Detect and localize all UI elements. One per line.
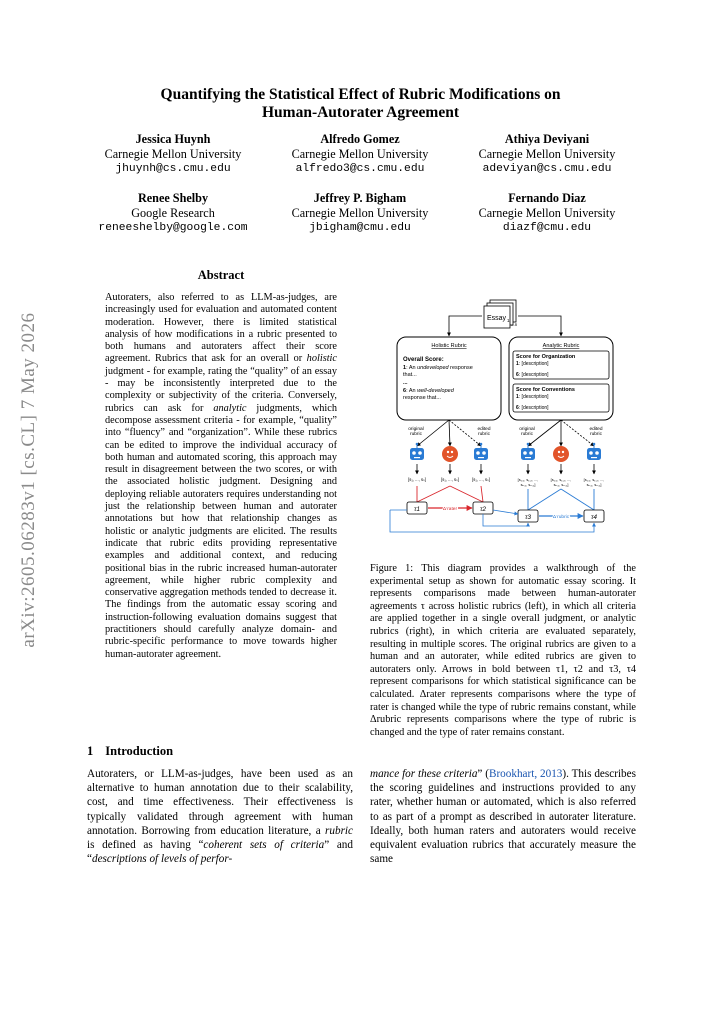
author-2 <box>267 132 453 177</box>
edited-rubric-label-left: edited rubric <box>477 427 491 437</box>
svg-text:τ2: τ2 <box>479 506 487 513</box>
arxiv-watermark <box>14 300 44 660</box>
score-list: [s₁, ..., sₙ] <box>441 477 459 482</box>
robot-icon <box>587 443 601 460</box>
author-3 <box>454 132 640 177</box>
abstract-text: judgments, which decompose assessment criteria - for example, “quality” into “fluency” and “organization”. While these rubrics can be edited to improve the individual accuracy of both human and automated scoring, this approach may result in disagreement between the two scores, or with the associated holistic judgment. Designing and deploying reliable autoraters requires understanding not just the relationship between human and autorater annotations but how that relationship changes as holistic or analytic judgments are elicited. The results indicate that rubric edits providing representative examples and additional context, and reducing positional bias in the rubric increased human-autorater agreement, while higher rubric complexity and conservative aggregation methods tended to decrease it. The findings from the automatic essay scoring and instruction-following evaluation domains suggest that practitioners should carefully analyze domain- and rubric-specific performance to move towards higher human-autorater agreement. <box>105 402 337 660</box>
author-name: Fernando Diaz <box>508 191 586 205</box>
score-list: [s₁, ..., sₙ] <box>472 477 490 482</box>
organization-level-1: 1: [description] <box>516 361 549 367</box>
tau2-box <box>473 502 493 514</box>
tau3-box <box>518 510 538 522</box>
robot-icon <box>410 443 424 460</box>
author-name: Jeffrey P. Bigham <box>313 191 407 205</box>
edited-rubric-label-right: edited rubric <box>589 427 603 437</box>
author-row-2 <box>80 191 640 236</box>
abstract-heading: Abstract <box>197 268 245 282</box>
tau1-box <box>407 502 427 514</box>
author-affiliation: Carnegie Mellon University <box>478 206 616 220</box>
author-email: adeviyan@cs.cmu.edu <box>482 163 612 175</box>
section-number: 1 <box>87 744 94 758</box>
author-affiliation: Carnegie Mellon University <box>291 147 429 161</box>
intro-text: Autoraters, or LLM-as-judges, have been used as an alternative to human annotation due to their scalability, cost, and time effectiveness. Their effectiveness is typically validated through agreement with human annotation. Borrowing from education literature, a <box>87 768 353 837</box>
intro-paragraph-right <box>370 767 636 866</box>
author-email: jbigham@cmu.edu <box>309 222 411 234</box>
author-1 <box>80 132 266 177</box>
abstract-text: Autoraters, also referred to as LLM-as-judges, are increasingly used for evaluation and automated content moderation. However, there is limited statistical analysis of how modifications in a rubric presented to both humans and autoraters affect their score agreement. Rubrics that ask for an overall or <box>105 292 337 365</box>
robot-icon <box>474 443 488 460</box>
human-icon <box>553 446 569 462</box>
holistic-ellipsis: ... <box>403 380 408 386</box>
intro-paragraph-left <box>87 767 353 866</box>
paper-title <box>60 86 661 122</box>
holistic-level-6: 6: An well-developed <box>403 388 454 394</box>
score-list-analytic: [s₁,₁, s₁,₂, ..., sₙ,₁, sₙ,₂] <box>583 478 605 487</box>
delta-rater-label: Δ rater <box>442 507 458 512</box>
intro-quote: descriptions of levels of perfor- <box>91 853 233 866</box>
robot-icon <box>521 443 535 460</box>
tau4-box <box>584 510 604 522</box>
conventions-level-1: 1: [description] <box>516 394 549 400</box>
score-list-analytic: [s₁,₁, s₁,₂, ..., sₙ,₁, sₙ,₂] <box>517 478 539 487</box>
rubric-branch-arrows <box>417 420 594 446</box>
organization-title: Score for Organization <box>516 354 576 360</box>
delta-rubric-label: Δ rubric <box>552 515 570 520</box>
essay-arrow-right <box>518 316 561 336</box>
section-title: Introduction <box>105 744 174 758</box>
figure-caption: Figure 1: This diagram provides a walkthrough of the experimental setup as shown for automatic essay scoring. It represents comparisons made between human-autorater agreements τ across holistic rubrics (left), in which all criteria are applied together in a single overall judgment, or analytic rubrics (right), in which criteria are evaluated separately, resulting in multiple scores. The original rubrics are given to a human and an autorater, while edited rubrics are given to autoraters only. Arrows in bold between τ1, τ2 and τ3, τ4 represent comparisons for which statistical significance can be calculated. Δrater represents comparisons where the type of rater is changed while the type of rubric remains constant, while Δrubric represents comparisons where the type of rubric is changed and the type of rater remains constant. <box>370 563 636 738</box>
rater-score-arrows <box>417 464 594 474</box>
tau2-to-tau3-arrow <box>493 510 518 514</box>
title-line-2: Human-Autorater Agreement <box>261 104 459 121</box>
holistic-rubric-box <box>397 337 501 420</box>
section-heading <box>87 744 173 759</box>
author-email: jhuynh@cs.cmu.edu <box>115 163 231 175</box>
overall-score-label: Overall Score: <box>403 357 444 363</box>
author-email: alfredo3@cs.cmu.edu <box>295 163 425 175</box>
author-affiliation: Carnegie Mellon University <box>291 206 429 220</box>
score-list: [s₁, ..., sₙ] <box>408 477 426 482</box>
essay-subscript-n: ...n <box>511 322 518 327</box>
original-rubric-label-right: original rubric <box>519 427 535 437</box>
author-name: Athiya Deviyani <box>504 132 590 146</box>
conventions-level-6: 6: [description] <box>516 405 549 411</box>
abstract-body <box>105 292 337 661</box>
svg-text:τ1: τ1 <box>413 506 421 513</box>
author-name: Alfredo Gomez <box>320 132 400 146</box>
title-line-1: Quantifying the Statistical Effect of Rubric Modifications on <box>160 86 561 103</box>
citation-link[interactable]: Brookhart, 2013 <box>488 768 563 780</box>
author-name: Jessica Huynh <box>135 132 211 146</box>
intro-emph: rubric <box>325 824 353 837</box>
holistic-level-6-cont: response that... <box>403 395 441 401</box>
essay-arrow-left <box>449 316 482 336</box>
experiment-diagram <box>370 296 636 546</box>
author-row-1 <box>80 132 640 177</box>
holistic-level-1: 1: An undeveloped response <box>403 365 473 371</box>
human-icon <box>442 446 458 462</box>
author-5 <box>267 191 453 236</box>
intro-text: ). This describes the scoring guidelines and instructions provided to any rater, whether human or automated, which is also referred to as part of a prompt as described in autorater literature. Ideally, both human raters and autoraters would receive equivalent evaluation rubrics that accurately measure the same <box>370 768 636 866</box>
author-affiliation: Carnegie Mellon University <box>478 147 616 161</box>
abstract-text: judgment - for example, rating the “quality” of an essay - may be inconsistently interpreted due to the complexity or subjectivity of the criteria. Conversely, rubrics can ask for <box>105 365 337 414</box>
author-block <box>80 132 640 250</box>
author-email: diazf@cmu.edu <box>502 222 592 234</box>
abstract-emph-holistic: holistic <box>306 353 337 365</box>
analytic-rubric-title: Analytic Rubric <box>542 343 580 349</box>
author-6 <box>454 191 640 236</box>
holistic-tau-connectors <box>417 486 483 502</box>
svg-text:τ3: τ3 <box>524 514 532 521</box>
figure-1 <box>370 296 636 546</box>
author-4 <box>80 191 266 236</box>
original-rubric-label-left: original rubric <box>408 427 424 437</box>
organization-level-6: 6: [description] <box>516 372 549 378</box>
score-list-analytic: [s₁,₁, s₁,₂, ..., sₙ,₁, sₙ,₂] <box>550 478 572 487</box>
conventions-title: Score for Conventions <box>516 387 575 393</box>
author-affiliation: Google Research <box>131 206 215 220</box>
intro-text: ” ( <box>477 768 489 780</box>
holistic-rubric-title: Holistic Rubric <box>431 343 467 349</box>
intro-text: ” and “ <box>87 839 353 866</box>
essay-subscript: 1 <box>507 318 510 323</box>
author-affiliation: Carnegie Mellon University <box>104 147 242 161</box>
essay-stack <box>484 300 518 328</box>
analytic-tau-connectors <box>528 489 594 510</box>
intro-quote: coherent sets of criteria <box>203 839 325 852</box>
author-email: reneeshelby@google.com <box>98 222 248 234</box>
essay-label: Essay <box>487 315 507 322</box>
arxiv-id: arXiv:2605.06283v1 [cs.CL] 7 May 2026 <box>18 312 39 648</box>
analytic-rubric-box <box>509 337 613 420</box>
intro-quote: mance for these criteria <box>370 768 478 780</box>
abstract-emph-analytic: analytic <box>213 402 247 414</box>
svg-text:τ4: τ4 <box>590 514 598 521</box>
author-name: Renee Shelby <box>137 191 209 205</box>
intro-text: is defined as having “ <box>87 839 204 852</box>
holistic-level-1-cont: that... <box>403 372 417 378</box>
